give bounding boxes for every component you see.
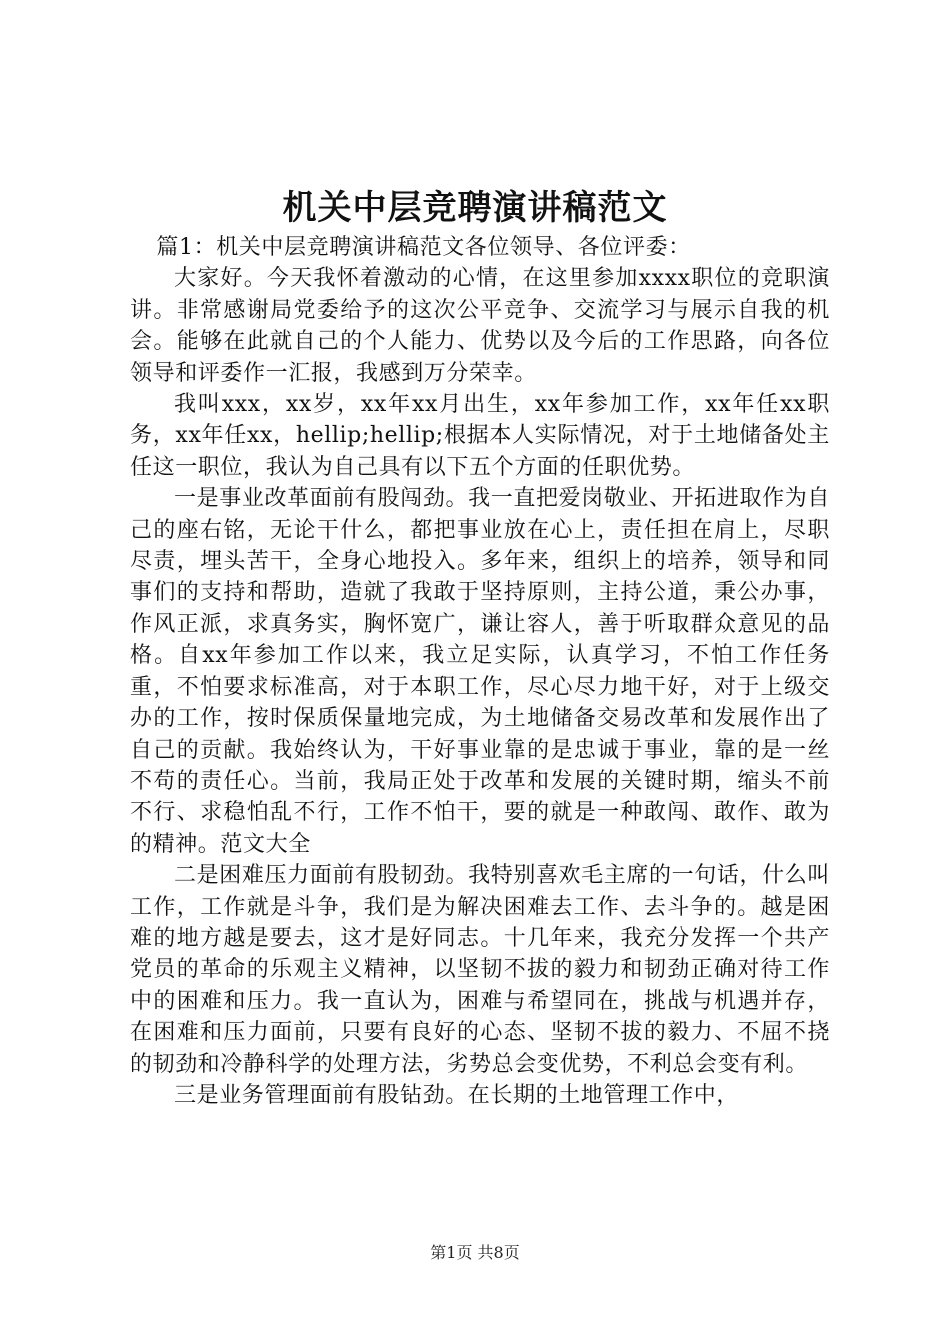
paragraph-self-introduction: 我叫xxx，xx岁，xx年xx月出生，xx年参加工作，xx年任xx职务，xx年任xx，hellip;hellip;根据本人实际情况，对于土地储备处主任这一职位，我认为自己具有以下五个方面的任职优势。 (130, 392, 830, 480)
paragraph-advantage-two: 二是困难压力面前有股韧劲。我特别喜欢毛主席的一句话，什么叫工作，工作就是斗争，我们是为解决困难去工作、去斗争的。越是困难的地方越是要去，这才是好同志。十几年来，我充分发挥一个共产党员的革命的乐观主义精神，以坚韧不拔的毅力和韧劲正确对待工作中的困难和压力。我一直认为，困难与希望同在，挑战与机遇并存，在困难和压力面前，只要有良好的心态、坚韧不拔的毅力、不屈不挠的韧劲和冷静科学的处理方法，劣势总会变优势，不利总会变有利。 (130, 863, 830, 1077)
page-footer: 第1页 共8页 (430, 1243, 520, 1262)
paragraph-advantage-one: 一是事业改革面前有股闯劲。我一直把爱岗敬业、开拓进取作为自己的座右铭，无论干什么，都把事业放在心上，责任担在肩上，尽职尽责，埋头苦干，全身心地投入。多年来，组织上的培养，领导和同事们的支持和帮助，造就了我敢于坚持原则，主持公道，秉公办事，作风正派，求真务实，胸怀宽广，谦让容人，善于听取群众意见的品格。自xx年参加工作以来，我立足实际，认真学习，不怕工作任务重，不怕要求标准高，对于本职工作，尽心尽力地干好，对于上级交办的工作，按时保质保量地完成，为土地储备交易改革和发展作出了自己的贡献。我始终认为，干好事业靠的是忠诚于事业，靠的是一丝不苟的责任心。当前，我局正处于改革和发展的关键时期，缩头不前不行、求稳怕乱不行，工作不怕干，要的就是一种敢闯、敢作、敢为的精神。范文大全 (130, 486, 830, 857)
document-body (130, 232, 830, 1111)
paragraph-advantage-three: 三是业务管理面前有股钻劲。在长期的土地管理工作中， (174, 1082, 740, 1108)
paragraph-greeting: 大家好。今天我怀着激动的心情，在这里参加xxxx职位的竞职演讲。非常感谢局党委给予的这次公平竞争、交流学习与展示自我的机会。能够在此就自己的个人能力、优势以及今后的工作思路，向各位领导和评委作一汇报，我感到万分荣幸。 (130, 266, 830, 386)
document-title: 机关中层竞聘演讲稿范文 (282, 188, 668, 228)
paragraph-intro: 篇1：机关中层竞聘演讲稿范文各位领导、各位评委： (156, 235, 691, 260)
